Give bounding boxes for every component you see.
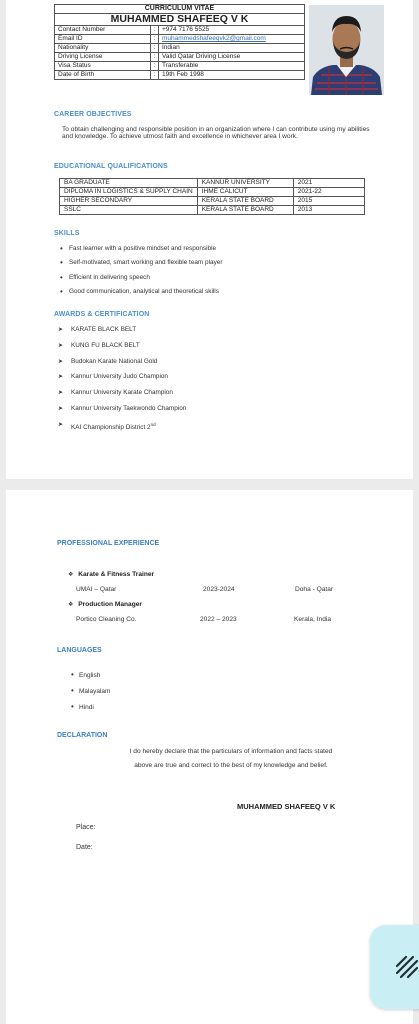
personal-info-table <box>54 4 305 80</box>
job-title: Karate & Fitness Trainer <box>78 571 155 578</box>
award-text: Budokan Karate National Gold <box>71 357 158 365</box>
award-item <box>58 388 186 404</box>
award-superscript: nd <box>150 421 156 427</box>
info-label: Date of Birth <box>55 71 151 80</box>
info-row <box>55 71 305 80</box>
info-row <box>55 44 305 53</box>
info-label: Email ID <box>55 35 151 44</box>
language-item: • English <box>71 671 110 687</box>
award-item <box>58 372 186 388</box>
diamond-bullet-icon: ❖ <box>68 572 74 578</box>
driving-license-value: Valid Qatar Driving License <box>159 53 305 62</box>
edit-scribble-icon <box>394 954 419 980</box>
info-separator: : <box>151 53 159 62</box>
nationality-value: Indian <box>159 44 305 53</box>
skill-item: • Efficient in delivering speech <box>60 273 222 287</box>
candidate-name: MUHAMMED SHAFEEQ V K <box>55 14 305 26</box>
info-label: Nationality <box>55 44 151 53</box>
awards-list <box>58 325 186 436</box>
info-separator: : <box>151 71 159 80</box>
place-label: Place: <box>76 824 96 831</box>
experience-heading: PROFESSIONAL EXPERIENCE <box>57 540 160 547</box>
course-cell: SSLC <box>60 206 198 215</box>
job-period: 2023-2024 <box>203 586 235 593</box>
award-item <box>58 325 186 341</box>
info-row <box>55 35 305 44</box>
year-cell: 2021-22 <box>293 188 364 197</box>
arrow-bullet-icon: ➤ <box>58 342 64 349</box>
signature-name: MUHAMMED SHAFEEQ V K <box>237 802 336 811</box>
award-text: KAI Championship District 2 <box>71 423 151 431</box>
institution-cell: KERALA STATE BOARD <box>197 197 293 206</box>
profile-photo <box>309 5 384 95</box>
education-row <box>60 179 365 188</box>
arrow-bullet-icon: ➤ <box>58 390 64 397</box>
education-row <box>60 188 365 197</box>
award-text: KARATE BLACK BELT <box>71 326 137 333</box>
resume-page-1 <box>6 0 413 479</box>
language-item: • Hindi <box>71 703 110 719</box>
job-company: UMAI – Qatar <box>76 586 117 593</box>
declaration-line-1: I do hereby declare that the particulars of information and facts stated <box>129 748 333 755</box>
job-detail-row <box>76 586 356 596</box>
skills-heading: SKILLS <box>54 230 80 237</box>
award-item <box>58 357 186 373</box>
award-text: Kannur University Judo Champion <box>71 373 168 381</box>
info-row <box>55 62 305 71</box>
award-item <box>58 341 186 357</box>
info-label: Contact Number <box>55 26 151 35</box>
institution-cell: IHME CALICUT <box>197 188 293 197</box>
edit-fab-button[interactable] <box>370 925 419 1009</box>
year-cell: 2013 <box>293 206 364 215</box>
job-location: Kerala, India <box>294 616 332 623</box>
info-separator: : <box>151 62 159 71</box>
career-objectives-heading: CAREER OBJECTIVES <box>54 111 132 118</box>
education-row <box>60 197 365 206</box>
career-objectives-text: To obtain challenging and responsible position in an organization where I can contribute using my abilities and knowledge. To achieve utmost faith and excellence in whichever area I work. <box>62 126 370 141</box>
visa-status-value: Transferable <box>159 62 305 71</box>
course-cell: BA GRADUATE <box>60 179 198 188</box>
info-separator: : <box>151 44 159 53</box>
info-separator: : <box>151 26 159 35</box>
awards-heading: AWARDS & CERTIFICATION <box>54 311 150 318</box>
year-cell: 2021 <box>293 179 364 188</box>
skill-item: • Self-motivated, smart working and flexible team player <box>60 258 222 272</box>
education-table <box>59 178 365 215</box>
arrow-bullet-icon: ➤ <box>58 327 64 333</box>
education-row <box>60 206 365 215</box>
education-heading: EDUCATIONAL QUALIFICATIONS <box>54 163 168 170</box>
date-label: Date: <box>76 844 93 851</box>
languages-list <box>71 671 110 719</box>
arrow-bullet-icon: ➤ <box>58 405 64 412</box>
institution-cell: KANNUR UNIVERSITY <box>197 179 293 188</box>
arrow-bullet-icon: ➤ <box>58 374 64 381</box>
skill-item: • Fast learner with a positive mindset and responsible <box>60 244 222 258</box>
year-cell: 2015 <box>293 197 364 206</box>
skill-item: • Good communication, analytical and theoretical skills <box>60 287 222 301</box>
arrow-bullet-icon: ➤ <box>58 358 64 365</box>
award-text: Kannur University Taekwondo Champion <box>71 404 187 412</box>
award-item <box>58 420 186 436</box>
award-item <box>58 404 186 420</box>
job-title: Production Manager <box>78 601 142 608</box>
diamond-bullet-icon: ❖ <box>68 602 74 608</box>
job-detail-row <box>76 616 356 626</box>
declaration-heading: DECLARATION <box>57 732 108 739</box>
language-item: • Malayalam <box>71 687 110 703</box>
info-label: Visa Status <box>55 62 151 71</box>
resume-page-2 <box>6 490 413 1024</box>
contact-number-value: +974 7176 5525 <box>159 26 305 35</box>
award-text: KUNG FU BLACK BELT <box>71 341 140 349</box>
declaration-line-2: above are true and correct to the best of my knowledge and belief. <box>134 762 328 769</box>
email-link[interactable] <box>159 35 305 44</box>
job-title-row <box>68 571 348 578</box>
job-period: 2022 – 2023 <box>200 616 237 623</box>
arrow-bullet-icon: ➤ <box>58 421 64 428</box>
award-text: Kannur University Karate Champion <box>71 389 173 397</box>
email-value[interactable]: muhammedshafeeqvk2@gmail.com <box>162 35 266 42</box>
cv-title: CURRICULUM VITAE <box>55 5 305 14</box>
course-cell: DIPLOMA IN LOGISTICS & SUPPLY CHAIN <box>60 188 198 197</box>
info-row <box>55 26 305 35</box>
date-of-birth-value: 19th Feb 1998 <box>159 71 305 80</box>
job-title-row <box>68 601 348 608</box>
languages-heading: LANGUAGES <box>57 647 102 654</box>
info-separator: : <box>151 35 159 44</box>
info-label: Driving License <box>55 53 151 62</box>
job-location: Doha - Qatar <box>295 586 334 593</box>
job-company: Portico Cleaning Co. <box>76 616 137 623</box>
institution-cell: KERALA STATE BOARD <box>197 206 293 215</box>
skills-list <box>60 244 222 301</box>
info-row <box>55 53 305 62</box>
course-cell: HIGHER SECONDARY <box>60 197 198 206</box>
